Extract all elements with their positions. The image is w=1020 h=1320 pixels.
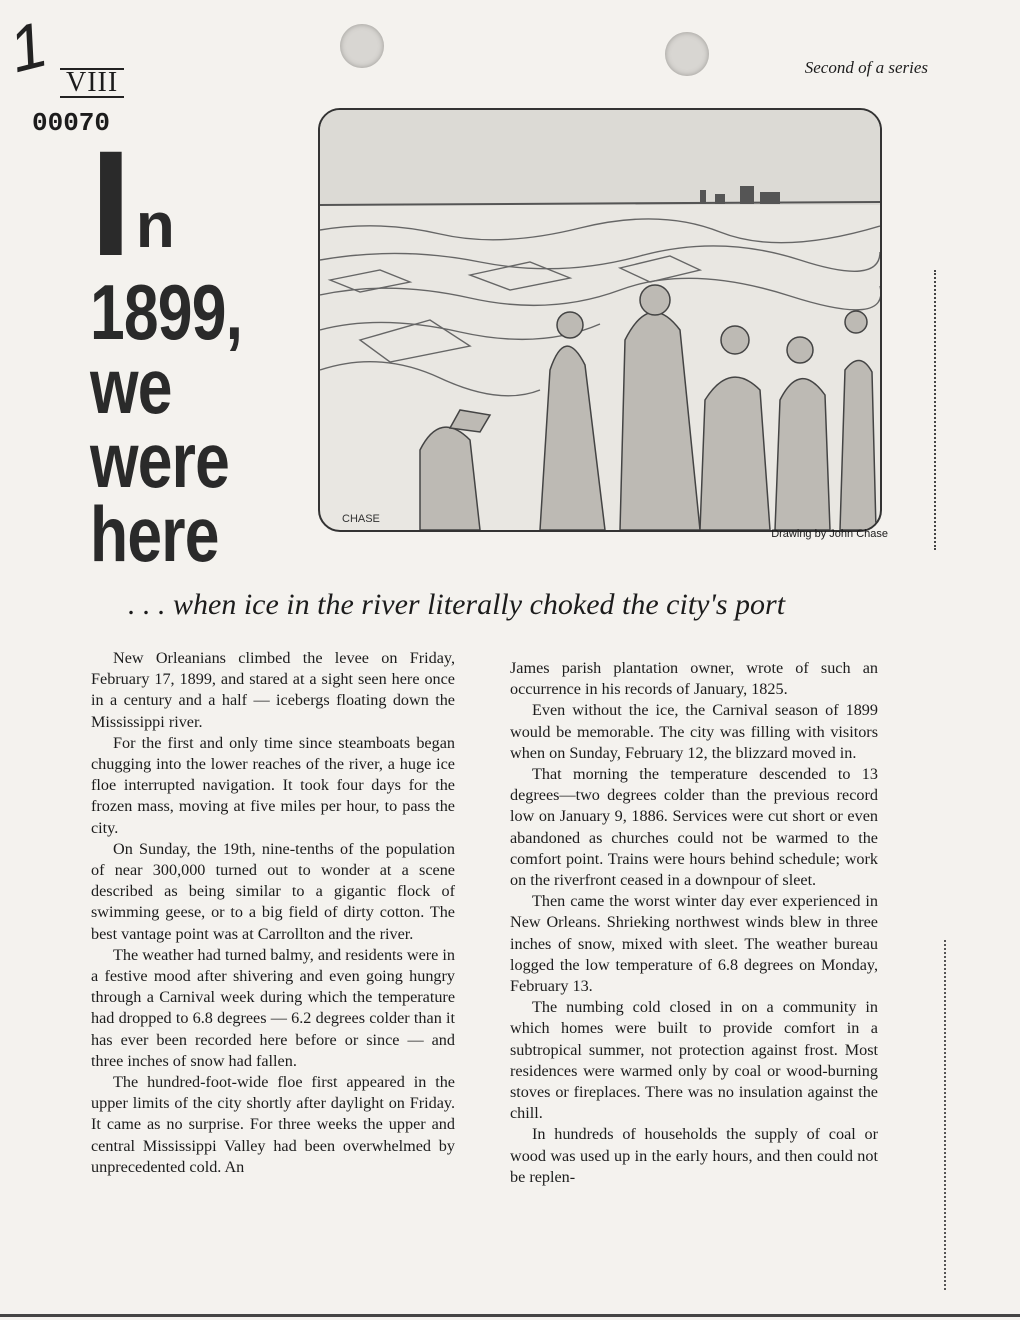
punch-hole-left — [340, 24, 384, 68]
roman-numeral-mark: VIII — [60, 68, 124, 98]
headline-line: here — [90, 489, 219, 578]
paragraph: New Orleanians climbed the levee on Friday, February 17, 1899, and stared at a sight seen here once in a century and a half — icebergs floating down the Mississippi river. — [91, 649, 455, 731]
handwritten-number: 1 — [1, 7, 54, 87]
headline-line: were — [90, 415, 230, 504]
paragraph: Even without the ice, the Carnival season of 1899 would be memorable. The city was filling with visitors when on Sunday, February 12, the blizzard moved in. — [510, 701, 878, 762]
headline — [90, 119, 270, 578]
paragraph: That morning the temperature descended to 13 degrees—two degrees colder than the previous record low on January 9, 1886. Services were cut short or even abandoned as churches could not be warmed to the comfort point. Trains were hours behind schedule; work on the riverfront ceased in a downpour of sleet. — [510, 765, 878, 890]
headline-line: 1899, — [90, 267, 243, 356]
paragraph: In hundreds of households the supply of coal or wood was used up in the early hours, and then could not be replen- — [510, 1125, 878, 1186]
headline-initial-rest: n — [135, 188, 175, 261]
paragraph: The weather had turned balmy, and residents were in a festive mood after shivering and even going hungry through a Carnival week during which the temperature had dropped to 6.8 degrees — 6.2 degrees colder than it has ever been recorded here before or since — and three inches of snow had fallen. — [91, 945, 455, 1070]
paragraph: Then came the worst winter day ever experienced in New Orleans. Shrieking northwest winds blew in three inches of snow, mixed with sleet. The weather bureau logged the low temperature of 6.8 degrees on Monday, February 13. — [510, 892, 878, 996]
series-note: Second of a series — [804, 58, 928, 77]
illustration — [318, 108, 882, 532]
paragraph: James parish plantation owner, wrote of such an occurrence in his records of January, 1825. — [510, 659, 878, 699]
bottom-rule — [0, 1314, 1020, 1317]
paragraph: The numbing cold closed in on a community in which homes were built to provide comfort in a subtropical summer, not protection against frost. Most residences were warmed only by coal or wood-burning stoves or fireplaces. There was no insulation against the chill. — [510, 998, 878, 1123]
clipping-edge — [934, 270, 950, 550]
artist-signature: CHASE — [342, 513, 380, 525]
paragraph: The hundred-foot-wide floe first appeared in the upper limits of the city shortly after daylight on Friday. It came as no surprise. For three weeks the upper and central Mississippi Valley had been overwhelmed by unprecedented cold. An — [91, 1073, 455, 1176]
paragraph: On Sunday, the 19th, nine-tenths of the population of near 300,000 turned out to wonder at a scene described as being similar to a gigantic flock of swimming geese, or to a big field of dirty cotton. The best vantage point was at Carrollton and the river. — [91, 839, 455, 943]
drawing-credit: Drawing by John Chase — [771, 528, 888, 540]
paragraph: For the first and only time since steamboats began chugging into the lower reaches of the river, a huge ice floe interrupted navigation. It took four days for the frozen mass, moving at five miles per hour, to pass the city. — [91, 733, 455, 837]
river-ice-drawing — [320, 110, 880, 530]
punch-hole-right — [665, 32, 709, 76]
clipping-edge — [944, 940, 956, 1290]
headline-line: we — [90, 341, 172, 430]
article-column-2 — [510, 658, 878, 1188]
headline-initial: I — [90, 119, 132, 287]
subheadline: . . . when ice in the river literally choked the city's port — [128, 588, 786, 621]
article-column-1 — [91, 648, 455, 1178]
headline-first-line — [90, 119, 270, 287]
accession-number: 00070 — [32, 108, 111, 138]
